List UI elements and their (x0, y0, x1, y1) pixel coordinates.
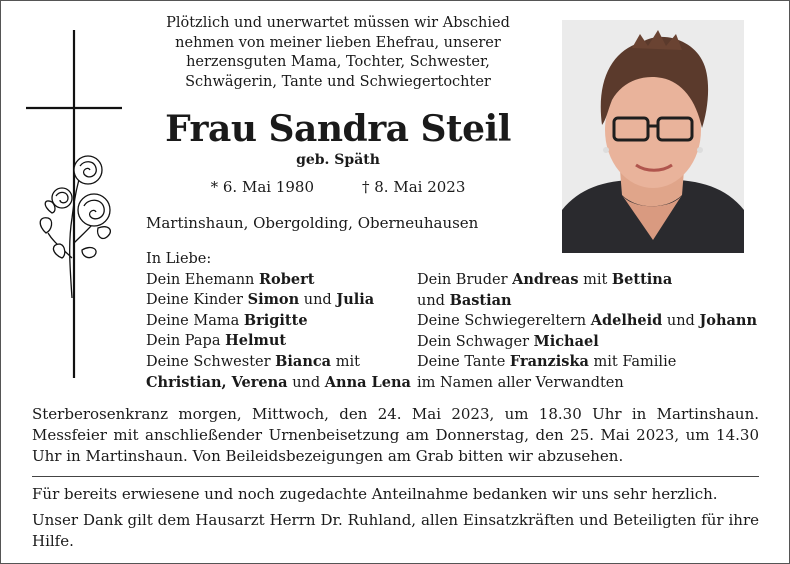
portrait-photo (562, 20, 744, 253)
funeral-details: Sterberosenkranz morgen, Mittwoch, den 24. Mai 2023, um 18.30 Uhr in Martinshaun. Messfeier mit anschließender Urnenbeisetzung am Donnerstag, den 25. Mai 2023, um 14.30 Uhr in Martinshaun. Von Beileidsbezeigungen am Grab bitten wir abzusehen. (32, 405, 759, 465)
mourner-line: Deine Mama Brigitte (146, 311, 308, 329)
intro-text (148, 14, 528, 92)
mourner-line: und Bastian (417, 291, 512, 309)
intro-line: herzensguten Mama, Tochter, Schwester, (186, 54, 490, 70)
deceased-name: Frau Sandra Steil (165, 108, 511, 150)
mourners-heading: In Liebe: (146, 251, 212, 267)
divider (32, 476, 759, 477)
intro-line: Schwägerin, Tante und Schwiegertochter (185, 73, 491, 90)
mourner-line: Deine Schwiegereltern Adelheid und Johann (417, 312, 757, 330)
intro-line: Plötzlich und unerwartet müssen wir Abschied (166, 15, 510, 31)
mourner-line: Deine Schwester Bianca mit (146, 352, 360, 370)
mourner-line: Dein Bruder Andreas mit Bettina (417, 271, 673, 288)
mourner-line: Deine Kinder Simon und Julia (146, 291, 375, 309)
thanks-doctor-text: Unser Dank gilt dem Hausarzt Herrn Dr. Ruhland, allen Einsatzkräften und Beteiligten für ihre Hilfe. (32, 511, 759, 550)
birth-date: * 6. Mai 1980 (210, 178, 314, 196)
thanks-text: Für bereits erwiesene und noch zugedachte Anteilnahme bedanken wir uns sehr herzlich. (32, 485, 718, 503)
mourners-right (417, 270, 757, 394)
intro-line: nehmen von meiner lieben Ehefrau, unserer (175, 34, 501, 51)
mourner-line: Dein Ehemann Robert (146, 270, 315, 288)
cross-with-roses-icon (22, 28, 126, 380)
mourners-left (146, 250, 411, 393)
mourner-line: im Namen aller Verwandten (417, 374, 624, 391)
mourner-line: Dein Papa Helmut (146, 332, 287, 350)
mourner-line: Dein Schwager Michael (417, 332, 599, 350)
death-date: † 8. Mai 2023 (362, 178, 466, 196)
life-dates (148, 178, 528, 196)
mourner-line: Deine Tante Franziska mit Familie (417, 353, 677, 371)
mourner-line: Christian, Verena und Anna Lena (146, 373, 411, 391)
maiden-name: geb. Späth (296, 152, 380, 168)
places: Martinshaun, Obergolding, Oberneuhausen (146, 214, 479, 232)
